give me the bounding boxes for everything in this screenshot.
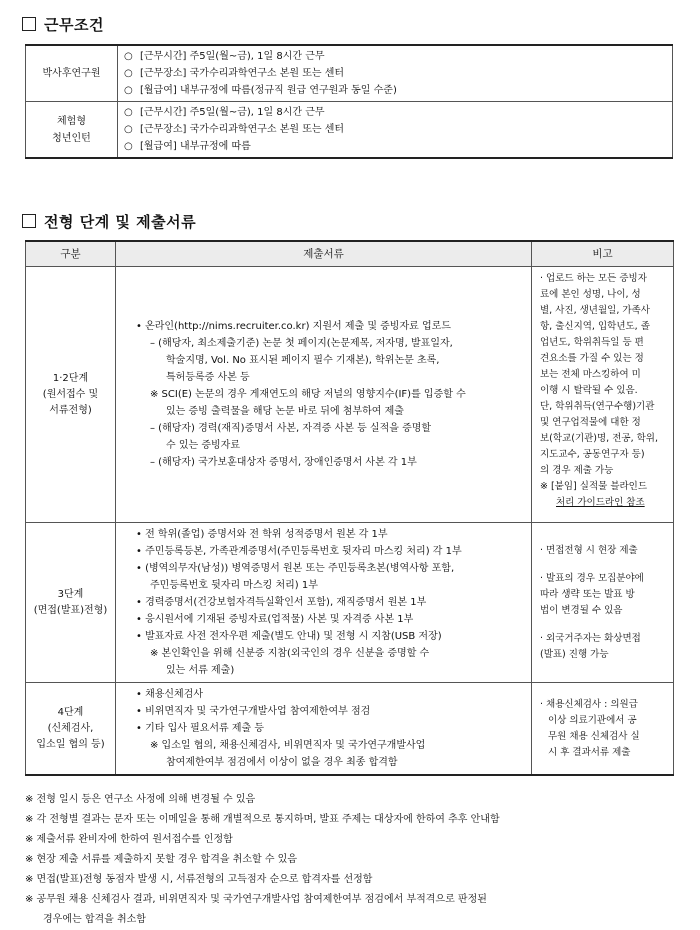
work-conditions-table [25, 44, 673, 159]
section-title-stages: 전형 단계 및 제출서류 [22, 211, 196, 232]
list-item: ○ [근무장소] 국가수리과학연구소 본원 또는 센터 [124, 121, 666, 138]
row-content-postdoc [118, 45, 673, 102]
row-label-intern: 체험형 청년인턴 [26, 102, 118, 159]
checkbox-square-icon [22, 214, 36, 228]
stages-table [25, 240, 674, 776]
footnote: ※ 면접(발표)전형 동점자 발생 시, 서류전형의 고득점자 순으로 합격자를 선정함 [25, 874, 373, 885]
circle-bullet-icon: ○ [124, 107, 133, 118]
list-item: ○ [월급여] 내부규정에 따름 [124, 138, 666, 155]
list-item: ○ [근무장소] 국가수리과학연구소 본원 또는 센터 [124, 65, 666, 82]
stage-label: 3단계 (면접(발표)전형) [26, 523, 116, 683]
header-documents: 제출서류 [116, 241, 532, 267]
row-content-intern [118, 102, 673, 159]
footnote: 경우에는 합격을 취소함 [43, 914, 146, 925]
circle-bullet-icon: ○ [124, 85, 133, 96]
stage-label: 4단계 (신체검사, 입소일 협의 등) [26, 683, 116, 776]
list-item: ○ [근무시간] 주5일(월~금), 1일 8시간 근무 [124, 48, 666, 65]
footnote: ※ 각 전형별 결과는 문자 또는 이메일을 통해 개별적으로 통지하며, 발표 주제는 대상자에 한하여 추후 안내함 [25, 814, 500, 825]
circle-bullet-icon: ○ [124, 51, 133, 62]
header-category: 구분 [26, 241, 116, 267]
circle-bullet-icon: ○ [124, 68, 133, 79]
stage-remarks: · 업로드 하는 모든 증빙자 료에 본인 성명, 나이, 성 별, 사진, 생년월일, 가족사 항, 출신지역, 입학년도, 졸 업년도, 학위취득일 등 편 견요소를 가질 수 있는 정 보는 전체 마스킹하여 미 이행 시 탈락될 수 있음. 단, 학위취득(연구수행)기관 및 연구업적물에 대한 정 보(학교(기관)명, 전공, 학위, 지도교수, 공동연구자 등) 의 경우 제출 가능 ※ [붙임] 실적물 블라인드 처리 가이드라인 참조 [532, 267, 674, 523]
section-title-work-conditions: 근무조건 [22, 14, 104, 35]
footnote: ※ 전형 일시 등은 연구소 사정에 의해 변경될 수 있음 [25, 794, 256, 805]
table-row [26, 45, 673, 102]
list-item: ○ [월급여] 내부규정에 따름(정규직 원급 연구원과 동일 수준) [124, 82, 666, 99]
footnote: ※ 현장 제출 서류를 제출하지 못할 경우 합격을 취소할 수 있음 [25, 854, 298, 865]
checkbox-square-icon [22, 17, 36, 31]
stage-remarks: · 채용신체검사 : 의원급 이상 의료기관에서 공 무원 채용 신체검사 실 시 후 결과서류 제출 [532, 683, 674, 776]
stage-documents: • 채용신체검사 • 비위면직자 및 국가연구개발사업 참여제한여부 점검 • 기타 입사 필요서류 제출 등 ※ 입소일 협의, 채용신체검사, 비위면직자 및 국가연구개발사업 참여제한여부 점검에서 이상이 없을 경우 최종 합격함 [116, 683, 532, 776]
stage-label: 1·2단계 (원서접수 및 서류전형) [26, 267, 116, 523]
footnote: ※ 공무원 채용 신체검사 결과, 비위면직자 및 국가연구개발사업 참여제한여부 점검에서 부적격으로 판정된 [25, 894, 487, 905]
table-row-stage-4 [26, 683, 674, 776]
circle-bullet-icon: ○ [124, 141, 133, 152]
list-item: ○ [근무시간] 주5일(월~금), 1일 8시간 근무 [124, 104, 666, 121]
table-row-stage-1-2 [26, 267, 674, 523]
stage-documents: • 온라인(http://nims.recruiter.co.kr) 지원서 제출 및 증빙자료 업로드 – (해당자, 최소제출기준) 논문 첫 페이지(논문제목, 저자명, 발표일자, 학술지명, Vol. No 표시된 페이지 필수 기재본), 학위논문 초록, 특허등록증 사본 등 ※ SCI(E) 논문의 경우 게재연도의 해당 저널의 영향지수(IF)를 입증할 수 있는 증빙 출력물을 해당 논문 바로 뒤에 첨부하여 제출 – (해당자) 경력(재직)증명서 사본, 자격증 사본 등 실적을 증명할 수 있는 증빙자료 – (해당자) 국가보훈대상자 증명서, 장애인증명서 사본 각 1부 [116, 267, 532, 523]
stage-documents: • 전 학위(졸업) 증명서와 전 학위 성적증명서 원본 각 1부 • 주민등록등본, 가족관계증명서(주민등록번호 뒷자리 마스킹 처리) 각 1부 • (병역의무자(남성)) 병역증명서 원본 또는 주민등록초본(병역사항 포함, 주민등록번호 뒷자리 마스킹 처리) 1부 • 경력증명서(건강보험자격득실확인서 포함), 재직증명서 원본 1부 • 응시원서에 기재된 증빙자료(업적물) 사본 및 자격증 사본 1부 • 발표자료 사전 전자우편 제출(별도 안내) 및 전형 시 지참(USB 저장) ※ 본인확인을 위해 신분증 지참(외국인의 경우 신분을 증명할 수 있는 서류 제출) [116, 523, 532, 683]
row-label-postdoc: 박사후연구원 [26, 45, 118, 102]
table-row [26, 102, 673, 159]
stage-remarks: · 면접전형 시 현장 제출 · 발표의 경우 모집분야에 따라 생략 또는 발표 방 법이 변경될 수 있음 · 외국거주자는 화상면접 (발표) 진행 가능 [532, 523, 674, 683]
header-remarks: 비고 [532, 241, 674, 267]
table-row-stage-3 [26, 523, 674, 683]
footnotes [25, 790, 675, 930]
table-header-row [26, 241, 674, 267]
footnote: ※ 제출서류 완비자에 한하여 원서접수를 인정함 [25, 834, 233, 845]
circle-bullet-icon: ○ [124, 124, 133, 135]
